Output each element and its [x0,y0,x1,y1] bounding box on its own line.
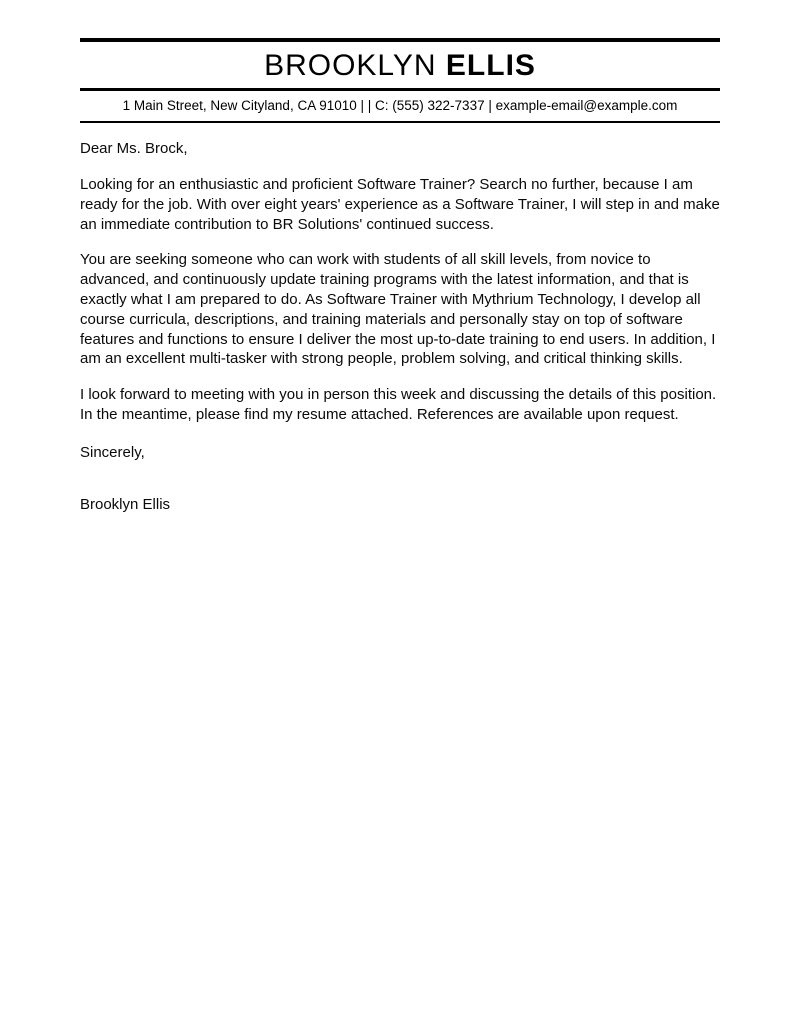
last-name: ELLIS [445,49,536,82]
salutation: Dear Ms. Brock, [80,140,188,158]
letter-body [80,139,720,514]
paragraph-2: You are seeking someone who can work with students of all skill levels, from novice to advanced, and continuously update training programs with the latest information, and that is exactly what I am prepared to do. As Software Trainer with Mythrium Technology, I develop all course curricula, descriptions, and training materials and personally stay on top of software features and functions to ensure I deliver the most up-to-date training to end users. In addition, I am an excellent multi-tasker with strong people, problem solving, and critical thinking skills. [80,251,716,368]
document-body [80,38,720,514]
paragraph-3: I look forward to meeting with you in person this week and discussing the details of this position. In the meantime, please find my resume attached. References are available upon request. [80,386,717,423]
first-name: BROOKLYN [264,49,437,82]
closing: Sincerely, [80,443,145,461]
paragraph-1: Looking for an enthusiastic and proficient Software Trainer? Search no further, because I am ready for the job. With over eight years' experience as a Software Trainer, I will step in and make an immediate contribution to BR Solutions' continued success. [80,175,720,233]
header-bottom-rule [80,121,720,123]
signature: Brooklyn Ellis [80,495,171,513]
contact-info: 1 Main Street, New Cityland, CA 91010 | | C: (555) 322-7337 | example-email@example.com [122,98,678,113]
page-title [80,42,720,88]
